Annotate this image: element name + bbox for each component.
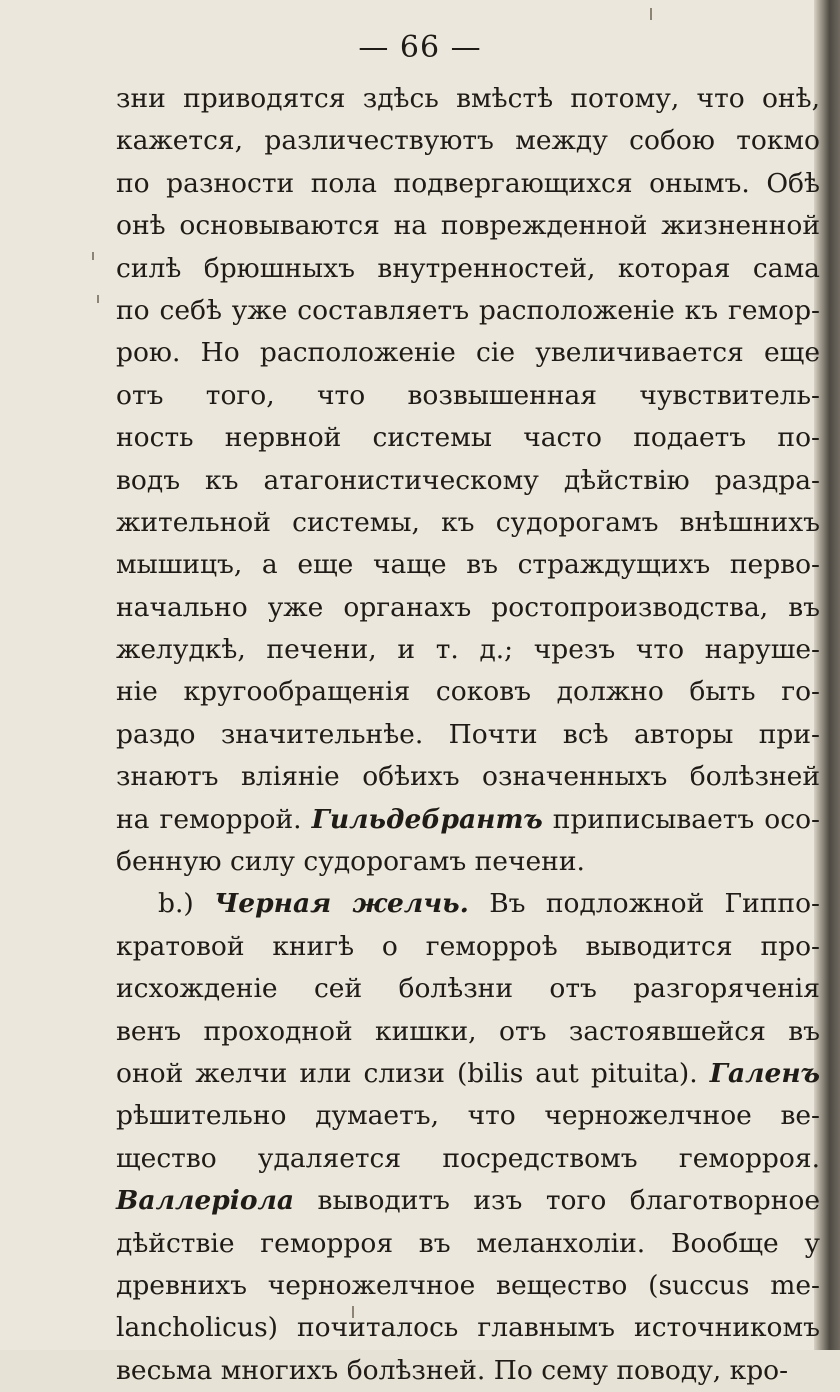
text-line	[116, 417, 820, 459]
text-line	[116, 629, 820, 671]
text-run: на геморрой.	[116, 803, 312, 835]
italic-name: Валлерiола	[116, 1185, 295, 1217]
text-run: желудкѣ, печени, и т. д.; чрезъ что наруше-	[116, 634, 820, 666]
text-line	[116, 460, 820, 502]
text-line	[116, 883, 820, 925]
text-line	[116, 163, 820, 205]
text-line	[116, 926, 820, 968]
text-line	[116, 205, 820, 247]
text-run: водъ къ атагонистическому дѣйствiю раздра-	[116, 464, 820, 496]
text-run: начально уже органахъ ростопроизводства, въ	[116, 591, 820, 623]
text-line	[116, 841, 820, 883]
text-line	[116, 1350, 820, 1392]
text-line	[116, 799, 820, 841]
text-line	[116, 1011, 820, 1053]
text-line	[116, 714, 820, 756]
page-number: — 66 —	[358, 30, 482, 65]
text-run: отъ того, что возвышенная чувствитель-	[116, 379, 820, 411]
text-run: lancholicus) почиталось главнымъ источникомъ	[116, 1312, 820, 1344]
text-run: кратовой книгѣ о геморроѣ выводится про-	[116, 930, 820, 962]
text-run: жительной системы, къ судорогамъ внѣшнихъ	[116, 506, 820, 538]
text-line	[116, 1095, 820, 1137]
text-line	[116, 1053, 820, 1095]
text-run: приписываетъ осо-	[542, 803, 820, 835]
text-line	[116, 290, 820, 332]
text-run: кажется, различествуютъ между собою токмо	[116, 125, 820, 157]
text-run: зни приводятся здѣсь вмѣстѣ потому, что онѣ,	[116, 83, 820, 114]
text-line	[116, 968, 820, 1010]
paper-speck	[92, 252, 94, 260]
text-run: знаютъ влiянiе обѣихъ означенныхъ болѣзней	[116, 761, 820, 793]
paper-speck	[650, 8, 652, 20]
text-run: раздо значительнѣе. Почти всѣ авторы при-	[116, 718, 820, 750]
text-line	[116, 78, 820, 120]
text-run: Въ подложной Гиппо-	[468, 888, 821, 920]
italic-name: Галенъ	[709, 1057, 820, 1089]
text-run: онѣ основываются на поврежденной жизненной	[116, 210, 820, 242]
italic-name: Гильдебрантъ	[311, 803, 543, 835]
italic-name: Черная желчь.	[214, 888, 469, 920]
text-run: венъ проходной кишки, отъ застоявшейся въ	[116, 1015, 820, 1047]
text-line	[116, 120, 820, 162]
text-run: по разности пола подвергающихся онымъ. Обѣ	[116, 167, 820, 199]
text-run: выводитъ изъ того благотворное	[294, 1185, 820, 1217]
paper-speck	[97, 295, 99, 303]
text-line	[116, 248, 820, 290]
text-run: по себѣ уже составляетъ расположенiе къ гемор-	[116, 294, 820, 326]
text-line	[116, 332, 820, 374]
text-run: исхожденiе сей болѣзни отъ разгоряченiя	[116, 973, 820, 1005]
text-run: древнихъ черножелчное вещество (succus me-	[116, 1269, 820, 1301]
text-line	[116, 1180, 820, 1222]
text-line	[116, 756, 820, 798]
text-run: рѣшительно думаетъ, что черножелчное ве-	[116, 1100, 820, 1132]
text-run: силѣ брюшныхъ внутренностей, которая сама	[116, 252, 820, 284]
text-line	[116, 502, 820, 544]
text-line	[116, 671, 820, 713]
text-run: нiе кругообращенiя соковъ должно быть го-	[116, 676, 820, 708]
text-run: мышицъ, а еще чаще въ страждущихъ перво-	[116, 549, 820, 581]
text-line	[116, 1307, 820, 1349]
text-run: бенную силу судорогамъ печени.	[116, 846, 585, 878]
text-line	[116, 587, 820, 629]
text-line	[116, 1265, 820, 1307]
text-run: оной желчи или слизи (bilis aut pituita).	[116, 1057, 710, 1089]
text-line	[116, 1223, 820, 1265]
text-run: рою. Но расположенiе сiе увеличивается еще	[116, 337, 820, 369]
text-run: весьма многихъ болѣзней. По сему поводу, кро-	[116, 1354, 789, 1386]
body-text	[116, 78, 820, 1392]
text-run: дѣйствiе геморроя въ меланхолiи. Вообще у	[116, 1227, 820, 1259]
text-line	[116, 1138, 820, 1180]
text-run: b.)	[158, 888, 215, 920]
text-run: щество удаляется посредствомъ геморроя.	[116, 1142, 820, 1174]
text-line	[116, 375, 820, 417]
text-run: ность нервной системы часто подаетъ по-	[116, 422, 820, 454]
text-line	[116, 544, 820, 586]
